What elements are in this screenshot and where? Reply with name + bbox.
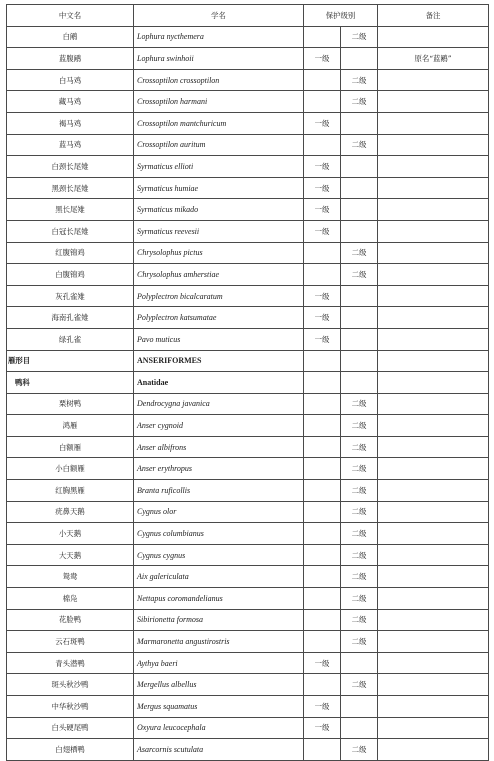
scientific-name-cell: Lophura swinhoii xyxy=(134,48,304,70)
table-row xyxy=(7,544,489,566)
table-row xyxy=(7,393,489,415)
level-two-cell xyxy=(341,307,378,329)
scientific-name-cell: Cygnus columbianus xyxy=(134,523,304,545)
remarks-cell xyxy=(378,544,489,566)
level-one-cell xyxy=(304,26,341,48)
chinese-name-cell: 小天鹅 xyxy=(7,523,134,545)
level-two-cell xyxy=(341,156,378,178)
chinese-name-cell: 白翅栖鸭 xyxy=(7,739,134,761)
scientific-name-cell: Anser albifrons xyxy=(134,436,304,458)
remarks-cell xyxy=(378,134,489,156)
level-two-cell: 二级 xyxy=(341,566,378,588)
scientific-name-cell: Syrmaticus reevesii xyxy=(134,220,304,242)
table-row xyxy=(7,458,489,480)
level-two-cell: 二级 xyxy=(341,415,378,437)
level-one-cell xyxy=(304,674,341,696)
level-two-cell: 二级 xyxy=(341,436,378,458)
table-row xyxy=(7,199,489,221)
table-row xyxy=(7,566,489,588)
level-one-cell xyxy=(304,501,341,523)
level-one-cell xyxy=(304,350,341,372)
remarks-cell xyxy=(378,285,489,307)
remarks-cell xyxy=(378,415,489,437)
remarks-cell: 原名“蓝鹇” xyxy=(378,48,489,70)
remarks-cell xyxy=(378,307,489,329)
level-one-cell xyxy=(304,264,341,286)
chinese-name-cell: 青头潜鸭 xyxy=(7,652,134,674)
level-two-cell: 二级 xyxy=(341,242,378,264)
level-two-cell xyxy=(341,285,378,307)
table-row xyxy=(7,415,489,437)
level-two-cell: 二级 xyxy=(341,393,378,415)
chinese-name-cell: 黑颈长尾雉 xyxy=(7,177,134,199)
level-two-cell: 二级 xyxy=(341,523,378,545)
scientific-name-cell: Polyplectron katsumatae xyxy=(134,307,304,329)
chinese-name-cell: 灰孔雀雉 xyxy=(7,285,134,307)
level-two-cell xyxy=(341,220,378,242)
scientific-name-cell: Anatidae xyxy=(134,372,304,394)
level-one-cell: 一级 xyxy=(304,112,341,134)
level-one-cell xyxy=(304,242,341,264)
scientific-name-cell: Dendrocygna javanica xyxy=(134,393,304,415)
chinese-name-cell: 蓝腹鹇 xyxy=(7,48,134,70)
chinese-name-cell: 花脸鸭 xyxy=(7,609,134,631)
table-row xyxy=(7,717,489,739)
scientific-name-cell: Polyplectron bicalcaratum xyxy=(134,285,304,307)
remarks-cell xyxy=(378,26,489,48)
remarks-cell xyxy=(378,652,489,674)
level-one-cell: 一级 xyxy=(304,328,341,350)
level-one-cell xyxy=(304,134,341,156)
chinese-name-cell: 棉凫 xyxy=(7,588,134,610)
level-two-cell: 二级 xyxy=(341,458,378,480)
level-two-cell: 二级 xyxy=(341,480,378,502)
table-body xyxy=(7,26,489,760)
table-row xyxy=(7,177,489,199)
remarks-cell xyxy=(378,393,489,415)
level-one-cell xyxy=(304,69,341,91)
level-one-cell: 一级 xyxy=(304,177,341,199)
level-one-cell xyxy=(304,372,341,394)
scientific-name-cell: Syrmaticus humiae xyxy=(134,177,304,199)
remarks-cell xyxy=(378,372,489,394)
table-row xyxy=(7,220,489,242)
table-row xyxy=(7,588,489,610)
level-two-cell xyxy=(341,372,378,394)
scientific-name-cell: Cygnus olor xyxy=(134,501,304,523)
level-two-cell: 二级 xyxy=(341,501,378,523)
level-two-cell xyxy=(341,696,378,718)
remarks-cell xyxy=(378,717,489,739)
level-one-cell: 一级 xyxy=(304,652,341,674)
remarks-cell xyxy=(378,220,489,242)
table-row xyxy=(7,26,489,48)
table-row xyxy=(7,480,489,502)
chinese-name-cell: 海南孔雀雉 xyxy=(7,307,134,329)
level-two-cell xyxy=(341,652,378,674)
remarks-cell xyxy=(378,436,489,458)
table-header xyxy=(7,5,489,27)
remarks-cell xyxy=(378,566,489,588)
scientific-name-cell: Syrmaticus ellioti xyxy=(134,156,304,178)
level-one-cell xyxy=(304,566,341,588)
level-one-cell xyxy=(304,631,341,653)
table-row xyxy=(7,156,489,178)
level-one-cell: 一级 xyxy=(304,199,341,221)
level-one-cell: 一级 xyxy=(304,696,341,718)
level-two-cell: 二级 xyxy=(341,609,378,631)
level-two-cell: 二级 xyxy=(341,674,378,696)
remarks-cell xyxy=(378,328,489,350)
level-one-cell xyxy=(304,609,341,631)
scientific-name-cell: ANSERIFORMES xyxy=(134,350,304,372)
table-row xyxy=(7,134,489,156)
scientific-name-cell: Marmaronetta angustirostris xyxy=(134,631,304,653)
table-row xyxy=(7,69,489,91)
table-row xyxy=(7,285,489,307)
remarks-cell xyxy=(378,112,489,134)
level-two-cell xyxy=(341,350,378,372)
scientific-name-cell: Lophura nycthemera xyxy=(134,26,304,48)
table-row xyxy=(7,48,489,70)
table-row xyxy=(7,696,489,718)
chinese-name-cell: 白鹇 xyxy=(7,26,134,48)
chinese-name-cell: 鸭科 xyxy=(7,372,134,394)
level-one-cell xyxy=(304,91,341,113)
table-row xyxy=(7,307,489,329)
scientific-name-cell: Oxyura leucocephala xyxy=(134,717,304,739)
chinese-name-cell: 绿孔雀 xyxy=(7,328,134,350)
remarks-cell xyxy=(378,242,489,264)
chinese-name-cell: 白额雁 xyxy=(7,436,134,458)
level-two-cell xyxy=(341,177,378,199)
scientific-name-cell: Crossoptilon crossoptilon xyxy=(134,69,304,91)
remarks-cell xyxy=(378,674,489,696)
chinese-name-cell: 褐马鸡 xyxy=(7,112,134,134)
table-row xyxy=(7,112,489,134)
table-row xyxy=(7,436,489,458)
level-one-cell: 一级 xyxy=(304,48,341,70)
scientific-name-cell: Syrmaticus mikado xyxy=(134,199,304,221)
table-row xyxy=(7,350,489,372)
chinese-name-cell: 白头硬尾鸭 xyxy=(7,717,134,739)
scientific-name-cell: Crossoptilon auritum xyxy=(134,134,304,156)
scientific-name-cell: Crossoptilon mantchuricum xyxy=(134,112,304,134)
level-one-cell: 一级 xyxy=(304,717,341,739)
level-one-cell xyxy=(304,415,341,437)
level-one-cell xyxy=(304,588,341,610)
level-one-cell xyxy=(304,739,341,761)
chinese-name-cell: 黑长尾雉 xyxy=(7,199,134,221)
header-scientific-name: 学名 xyxy=(134,5,304,27)
scientific-name-cell: Mergus squamatus xyxy=(134,696,304,718)
species-protection-table-page xyxy=(6,4,488,761)
chinese-name-cell: 栗树鸭 xyxy=(7,393,134,415)
chinese-name-cell: 红胸黑雁 xyxy=(7,480,134,502)
table-row xyxy=(7,631,489,653)
level-two-cell: 二级 xyxy=(341,134,378,156)
chinese-name-cell: 白颈长尾雉 xyxy=(7,156,134,178)
chinese-name-cell: 白冠长尾雉 xyxy=(7,220,134,242)
scientific-name-cell: Branta ruficollis xyxy=(134,480,304,502)
table-row xyxy=(7,372,489,394)
remarks-cell xyxy=(378,631,489,653)
remarks-cell xyxy=(378,91,489,113)
table-row xyxy=(7,501,489,523)
remarks-cell xyxy=(378,199,489,221)
chinese-name-cell: 鸳鸯 xyxy=(7,566,134,588)
level-two-cell: 二级 xyxy=(341,739,378,761)
chinese-name-cell: 中华秋沙鸭 xyxy=(7,696,134,718)
level-two-cell: 二级 xyxy=(341,588,378,610)
chinese-name-cell: 鸿雁 xyxy=(7,415,134,437)
table-row xyxy=(7,328,489,350)
level-one-cell xyxy=(304,544,341,566)
chinese-name-cell: 疣鼻天鹅 xyxy=(7,501,134,523)
level-one-cell xyxy=(304,480,341,502)
scientific-name-cell: Chrysolophus pictus xyxy=(134,242,304,264)
scientific-name-cell: Pavo muticus xyxy=(134,328,304,350)
scientific-name-cell: Nettapus coromandelianus xyxy=(134,588,304,610)
scientific-name-cell: Crossoptilon harmani xyxy=(134,91,304,113)
scientific-name-cell: Aythya baeri xyxy=(134,652,304,674)
remarks-cell xyxy=(378,588,489,610)
remarks-cell xyxy=(378,501,489,523)
level-two-cell: 二级 xyxy=(341,264,378,286)
remarks-cell xyxy=(378,696,489,718)
remarks-cell xyxy=(378,609,489,631)
scientific-name-cell: Anser cygnoid xyxy=(134,415,304,437)
scientific-name-cell: Chrysolophus amherstiae xyxy=(134,264,304,286)
level-two-cell xyxy=(341,112,378,134)
header-chinese-name: 中文名 xyxy=(7,5,134,27)
chinese-name-cell: 雁形目 xyxy=(7,350,134,372)
species-protection-table xyxy=(6,4,489,761)
chinese-name-cell: 白马鸡 xyxy=(7,69,134,91)
level-one-cell: 一级 xyxy=(304,156,341,178)
level-two-cell: 二级 xyxy=(341,69,378,91)
level-one-cell: 一级 xyxy=(304,285,341,307)
remarks-cell xyxy=(378,177,489,199)
table-row xyxy=(7,523,489,545)
remarks-cell xyxy=(378,264,489,286)
scientific-name-cell: Cygnus cygnus xyxy=(134,544,304,566)
table-row xyxy=(7,242,489,264)
chinese-name-cell: 斑头秋沙鸭 xyxy=(7,674,134,696)
remarks-cell xyxy=(378,69,489,91)
level-one-cell xyxy=(304,458,341,480)
remarks-cell xyxy=(378,156,489,178)
level-one-cell xyxy=(304,436,341,458)
header-protection-level: 保护级别 xyxy=(304,5,378,27)
scientific-name-cell: Anser erythropus xyxy=(134,458,304,480)
chinese-name-cell: 藏马鸡 xyxy=(7,91,134,113)
table-row xyxy=(7,609,489,631)
level-one-cell xyxy=(304,523,341,545)
level-one-cell xyxy=(304,393,341,415)
level-two-cell: 二级 xyxy=(341,91,378,113)
scientific-name-cell: Sibirionetta formosa xyxy=(134,609,304,631)
remarks-cell xyxy=(378,739,489,761)
header-remarks: 备注 xyxy=(378,5,489,27)
scientific-name-cell: Aix galericulata xyxy=(134,566,304,588)
scientific-name-cell: Mergellus albellus xyxy=(134,674,304,696)
table-row xyxy=(7,264,489,286)
table-row xyxy=(7,91,489,113)
table-row xyxy=(7,739,489,761)
remarks-cell xyxy=(378,480,489,502)
level-two-cell: 二级 xyxy=(341,544,378,566)
level-two-cell xyxy=(341,328,378,350)
level-two-cell: 二级 xyxy=(341,631,378,653)
chinese-name-cell: 大天鹅 xyxy=(7,544,134,566)
chinese-name-cell: 白腹锦鸡 xyxy=(7,264,134,286)
table-row xyxy=(7,674,489,696)
remarks-cell xyxy=(378,350,489,372)
level-two-cell xyxy=(341,717,378,739)
chinese-name-cell: 蓝马鸡 xyxy=(7,134,134,156)
chinese-name-cell: 红腹锦鸡 xyxy=(7,242,134,264)
level-two-cell: 二级 xyxy=(341,26,378,48)
level-two-cell xyxy=(341,199,378,221)
remarks-cell xyxy=(378,458,489,480)
table-row xyxy=(7,652,489,674)
level-one-cell: 一级 xyxy=(304,220,341,242)
scientific-name-cell: Asarcornis scutulata xyxy=(134,739,304,761)
level-one-cell: 一级 xyxy=(304,307,341,329)
remarks-cell xyxy=(378,523,489,545)
chinese-name-cell: 云石斑鸭 xyxy=(7,631,134,653)
level-two-cell xyxy=(341,48,378,70)
header-row xyxy=(7,5,489,27)
chinese-name-cell: 小白额雁 xyxy=(7,458,134,480)
